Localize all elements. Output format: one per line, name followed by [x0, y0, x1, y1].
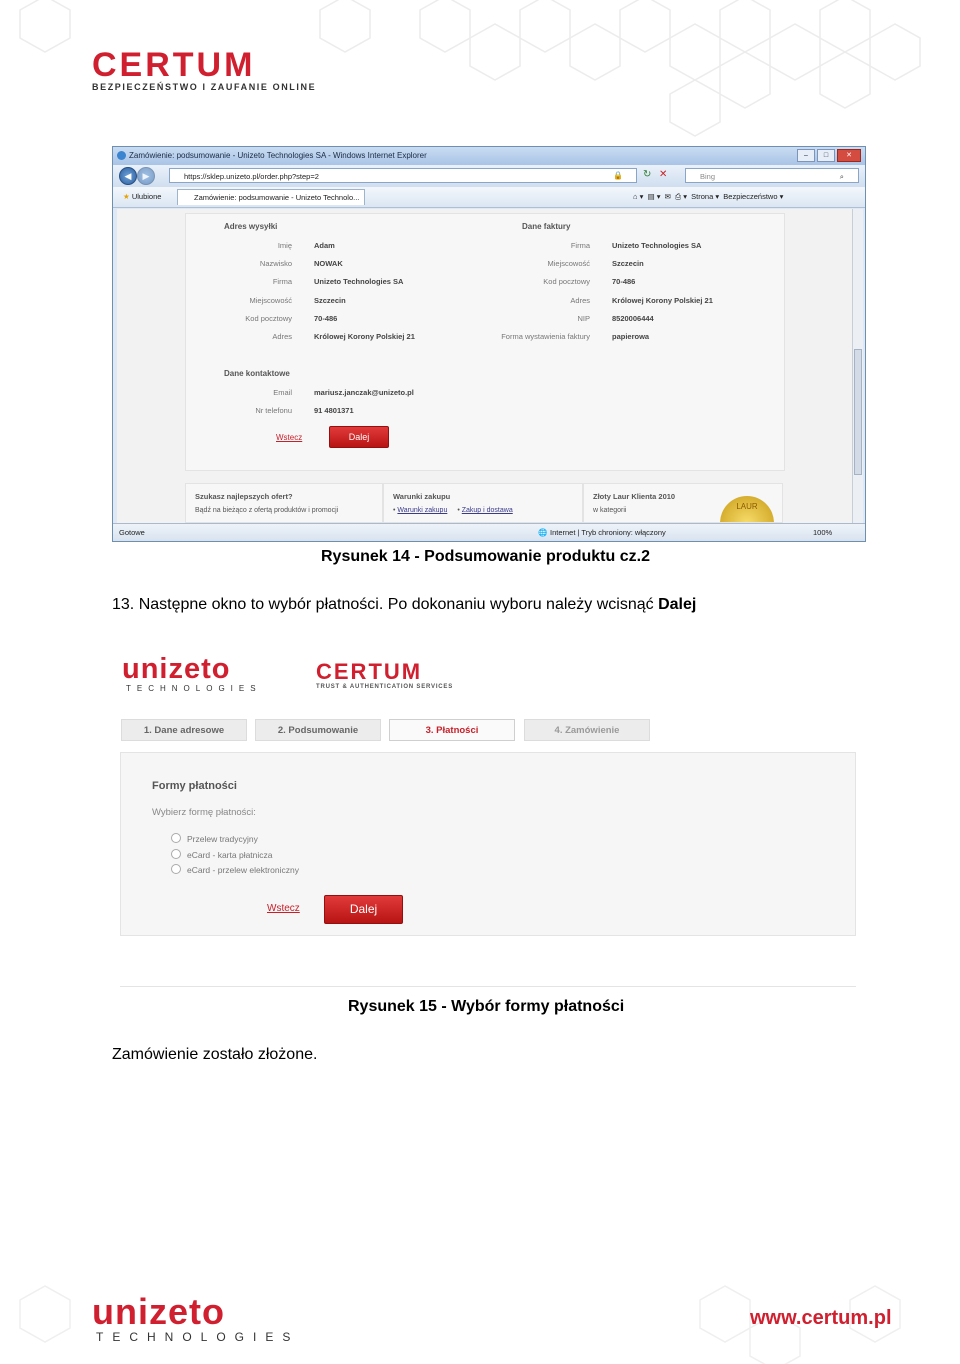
radio-button[interactable] [171, 849, 181, 859]
star-icon: ★ [123, 192, 130, 201]
field-label: Nr telefonu [255, 406, 292, 416]
unizeto-logo-sub: TECHNOLOGIES [126, 684, 262, 693]
offers-title: Szukasz najlepszych ofert? [195, 492, 293, 501]
command-bar [633, 187, 783, 207]
payment-option-transfer[interactable] [171, 833, 258, 844]
zoom-level[interactable]: 100% [813, 528, 833, 537]
award-text: w kategorii [593, 507, 627, 514]
certum-url[interactable]: www.certum.pl [750, 1307, 892, 1329]
field-label: Forma wystawienia faktury [501, 332, 590, 341]
field-value: Szczecin [612, 259, 644, 269]
field-label: Firma [570, 241, 590, 250]
address-bar [113, 165, 865, 187]
footer-panels [185, 483, 783, 523]
invoice-title: Dane faktury [522, 222, 571, 231]
window-titlebar [113, 147, 865, 165]
option-label: eCard - karta płatnicza [187, 850, 273, 860]
certum-logo-fig15 [316, 660, 453, 690]
forward-icon[interactable]: ▶ [137, 167, 155, 185]
zone-text: Internet | Tryb chroniony: włączony [550, 528, 666, 537]
field-label: Nazwisko [259, 259, 292, 269]
field-value: NOWAK [314, 259, 343, 269]
mail-icon[interactable]: ✉ [664, 192, 671, 201]
unizeto-logo-word: unizeto [122, 653, 231, 685]
offers-panel [185, 483, 383, 523]
next-button[interactable]: Dalej [329, 426, 389, 448]
minimize-button[interactable]: – [797, 149, 815, 162]
field-value: 8520006444 [612, 313, 654, 323]
next-button[interactable]: Dalej [324, 895, 403, 924]
contact-title: Dane kontaktowe [224, 369, 290, 378]
summary-panel [185, 213, 785, 471]
lock-icon[interactable]: 🔒 [613, 171, 623, 180]
page-menu[interactable]: Strona ▾ [691, 192, 720, 201]
globe-icon: 🌐 [538, 528, 548, 537]
vertical-scrollbar[interactable] [852, 209, 863, 523]
closing-text: Zamówienie zostało złożone. [112, 1046, 318, 1063]
stop-icon[interactable]: ✕ [659, 169, 668, 180]
field-value: Królowej Korony Polskiej 21 [612, 295, 713, 305]
field-value: Unizeto Technologies SA [314, 277, 404, 287]
back-link[interactable]: Wstecz [276, 433, 303, 442]
unizeto-footer-word: unizeto [92, 1291, 225, 1332]
ie-icon [117, 151, 126, 160]
unizeto-footer-logo [92, 1291, 300, 1344]
field-label: NIP [577, 313, 590, 323]
payment-option-etransfer[interactable] [171, 864, 299, 875]
figure14-caption: Rysunek 14 - Podsumowanie produktu cz.2 [321, 548, 650, 565]
footer-divider [120, 986, 856, 993]
unizeto-logo-fig15 [122, 654, 262, 693]
option-label: eCard - przelew elektroniczny [187, 865, 299, 875]
field-value: papierowa [612, 332, 650, 341]
payment-option-card[interactable] [171, 849, 273, 860]
shipping-title: Adres wysyłki [224, 222, 278, 231]
step13-text [112, 596, 696, 614]
certum-logo-fig15-sub: TRUST & AUTHENTICATION SERVICES [316, 684, 454, 690]
unizeto-footer-sub: TECHNOLOGIES [96, 1330, 300, 1344]
feeds-icon[interactable]: ▤ ▾ [647, 192, 661, 201]
award-badge-text: LAUR [736, 502, 758, 511]
field-value: 91 4801371 [314, 406, 354, 416]
home-icon[interactable]: ⌂ ▾ [633, 192, 644, 201]
option-label: Przelew tradycyjny [187, 834, 258, 844]
field-label: Kod pocztowy [543, 277, 590, 287]
window-title: Zamówienie: podsumowanie - Unizeto Technologies SA - Windows Internet Explorer [129, 151, 427, 160]
step-payment[interactable]: 3. Płatności [389, 719, 515, 741]
terms-link[interactable]: Warunki zakupu [397, 507, 448, 514]
tab-label: Zamówienie: podsumowanie - Unizeto Technolo... [194, 193, 360, 202]
step13-text-bold: Dalej [658, 596, 697, 613]
field-label: Miejscowość [547, 259, 590, 269]
status-text: Gotowe [119, 528, 145, 537]
url-text: https://sklep.unizeto.pl/order.php?step=2 [184, 172, 319, 181]
field-value: 70-486 [314, 313, 338, 323]
step-order[interactable]: 4. Zamówienie [524, 719, 650, 741]
certum-logo-word: CERTUM [92, 46, 256, 84]
radio-button[interactable] [171, 864, 181, 874]
url-field[interactable] [169, 168, 637, 183]
payment-form [120, 752, 856, 936]
field-label: Adres [570, 295, 590, 305]
field-label: Email [273, 388, 292, 397]
print-icon[interactable]: ⎙ ▾ [675, 192, 687, 201]
certum-logo [92, 48, 316, 92]
search-icon[interactable]: ⌕ [839, 172, 844, 181]
field-value: Adam [314, 241, 335, 250]
status-bar [113, 523, 865, 542]
award-panel [583, 483, 783, 523]
close-button[interactable]: ✕ [837, 149, 861, 162]
payment-title: Formy płatności [152, 780, 237, 792]
safety-menu[interactable]: Bezpieczeństwo ▾ [723, 192, 784, 201]
favorites-bar [113, 187, 865, 208]
search-placeholder: Bing [700, 172, 716, 181]
terms-panel: Warunki zakupu • Warunki zakupu • Zakup i dostawa [383, 483, 583, 523]
field-label: Kod pocztowy [245, 313, 292, 323]
step-address[interactable]: 1. Dane adresowe [121, 719, 247, 741]
scrollbar-thumb[interactable] [854, 349, 862, 475]
field-value: mariusz.janczak@unizeto.pl [314, 388, 414, 397]
favorites-button[interactable] [123, 187, 161, 207]
delivery-link[interactable]: Zakup i dostawa [461, 507, 513, 514]
field-label: Imię [277, 241, 292, 250]
step13-text-main: 13. Następne okno to wybór płatności. Po dokonaniu wyboru należy wcisnąć [112, 596, 659, 613]
field-label: Firma [272, 277, 292, 287]
field-label: Adres [272, 332, 292, 341]
field-value: Szczecin [314, 295, 346, 305]
field-value: Królowej Korony Polskiej 21 [314, 332, 415, 341]
radio-button[interactable] [171, 833, 181, 843]
back-icon[interactable]: ◀ [119, 167, 137, 185]
terms-title: Warunki zakupu [393, 492, 451, 501]
browser-tab[interactable] [177, 189, 365, 205]
maximize-button[interactable]: □ [817, 149, 835, 162]
page-content [117, 209, 853, 523]
figure15-caption: Rysunek 15 - Wybór formy płatności [348, 998, 625, 1015]
field-value: Unizeto Technologies SA [612, 241, 702, 250]
browser-screenshot [112, 146, 866, 542]
award-title: Złoty Laur Klienta 2010 [593, 492, 676, 501]
field-value: 70-486 [612, 277, 636, 287]
certum-logo-tagline: BEZPIECZEŃSTWO I ZAUFANIE ONLINE [92, 82, 317, 92]
payment-subtitle: Wybierz formę płatności: [152, 807, 256, 818]
back-link[interactable]: Wstecz [267, 903, 300, 914]
search-field[interactable] [685, 168, 859, 183]
favorites-label: Ulubione [131, 192, 162, 201]
field-label: Miejscowość [249, 295, 292, 305]
offers-text: Bądź na bieżąco z ofertą produktów i promocji [195, 507, 339, 514]
refresh-icon[interactable]: ↻ [643, 169, 652, 180]
step-summary[interactable]: 2. Podsumowanie [255, 719, 381, 741]
certum-logo-fig15-word: CERTUM [316, 659, 423, 684]
